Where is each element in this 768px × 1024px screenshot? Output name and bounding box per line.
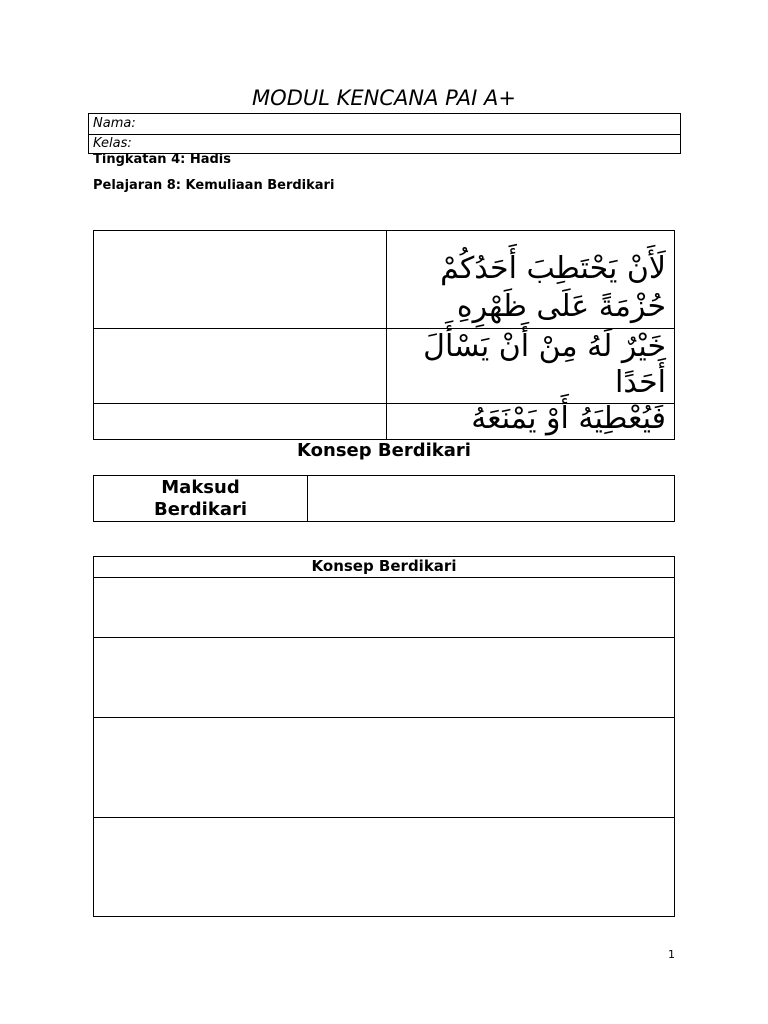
maksud-answer-cell[interactable] <box>308 476 674 521</box>
hadith-arabic-line: خَيْرٌ لَهُ مِنْ أَنْ يَسْأَلَ <box>423 329 666 364</box>
maksud-label-line: Berdikari <box>153 499 248 520</box>
hadith-meaning-cell[interactable] <box>94 329 386 403</box>
hadith-table <box>93 230 675 440</box>
pelajaran-text: Pelajaran 8: Kemuliaan Berdikari <box>93 178 335 193</box>
nama-field[interactable] <box>89 114 680 135</box>
konsep-table-header: Konsep Berdikari <box>311 557 457 575</box>
page-number: 1 <box>668 948 675 961</box>
kelas-field[interactable] <box>89 134 680 154</box>
maksud-table <box>93 475 675 522</box>
konsep-table <box>93 556 675 917</box>
kelas-label: Kelas: <box>93 136 132 151</box>
hadith-arabic-line: حُزْمَةً عَلَى ظَهْرِهِ <box>456 289 666 324</box>
konsep-answer-cell[interactable] <box>94 638 674 717</box>
student-info-table <box>88 113 681 154</box>
page-title: MODUL KENCANA PAI A+ <box>252 86 516 110</box>
konsep-answer-cell[interactable] <box>94 818 674 916</box>
hadith-column-divider <box>386 231 387 439</box>
konsep-answer-cell[interactable] <box>94 718 674 817</box>
hadith-meaning-cell[interactable] <box>94 231 386 328</box>
maksud-label <box>94 476 307 522</box>
konsep-answer-cell[interactable] <box>94 578 674 637</box>
konsep-section-title: Konsep Berdikari <box>297 440 471 461</box>
tingkatan-text: Tingkatan 4: Hadis <box>93 152 231 167</box>
hadith-arabic-line: فَيُعْطِيَهُ أَوْ يَمْنَعَهُ <box>471 401 666 436</box>
maksud-label-line: Maksud <box>161 477 240 498</box>
hadith-meaning-cell[interactable] <box>94 404 386 440</box>
nama-label: Nama: <box>93 116 136 131</box>
hadith-arabic-line: أَحَدًا <box>615 365 666 400</box>
hadith-arabic-line: لَأَنْ يَحْتَطِبَ أَحَدُكُمْ <box>440 251 666 286</box>
